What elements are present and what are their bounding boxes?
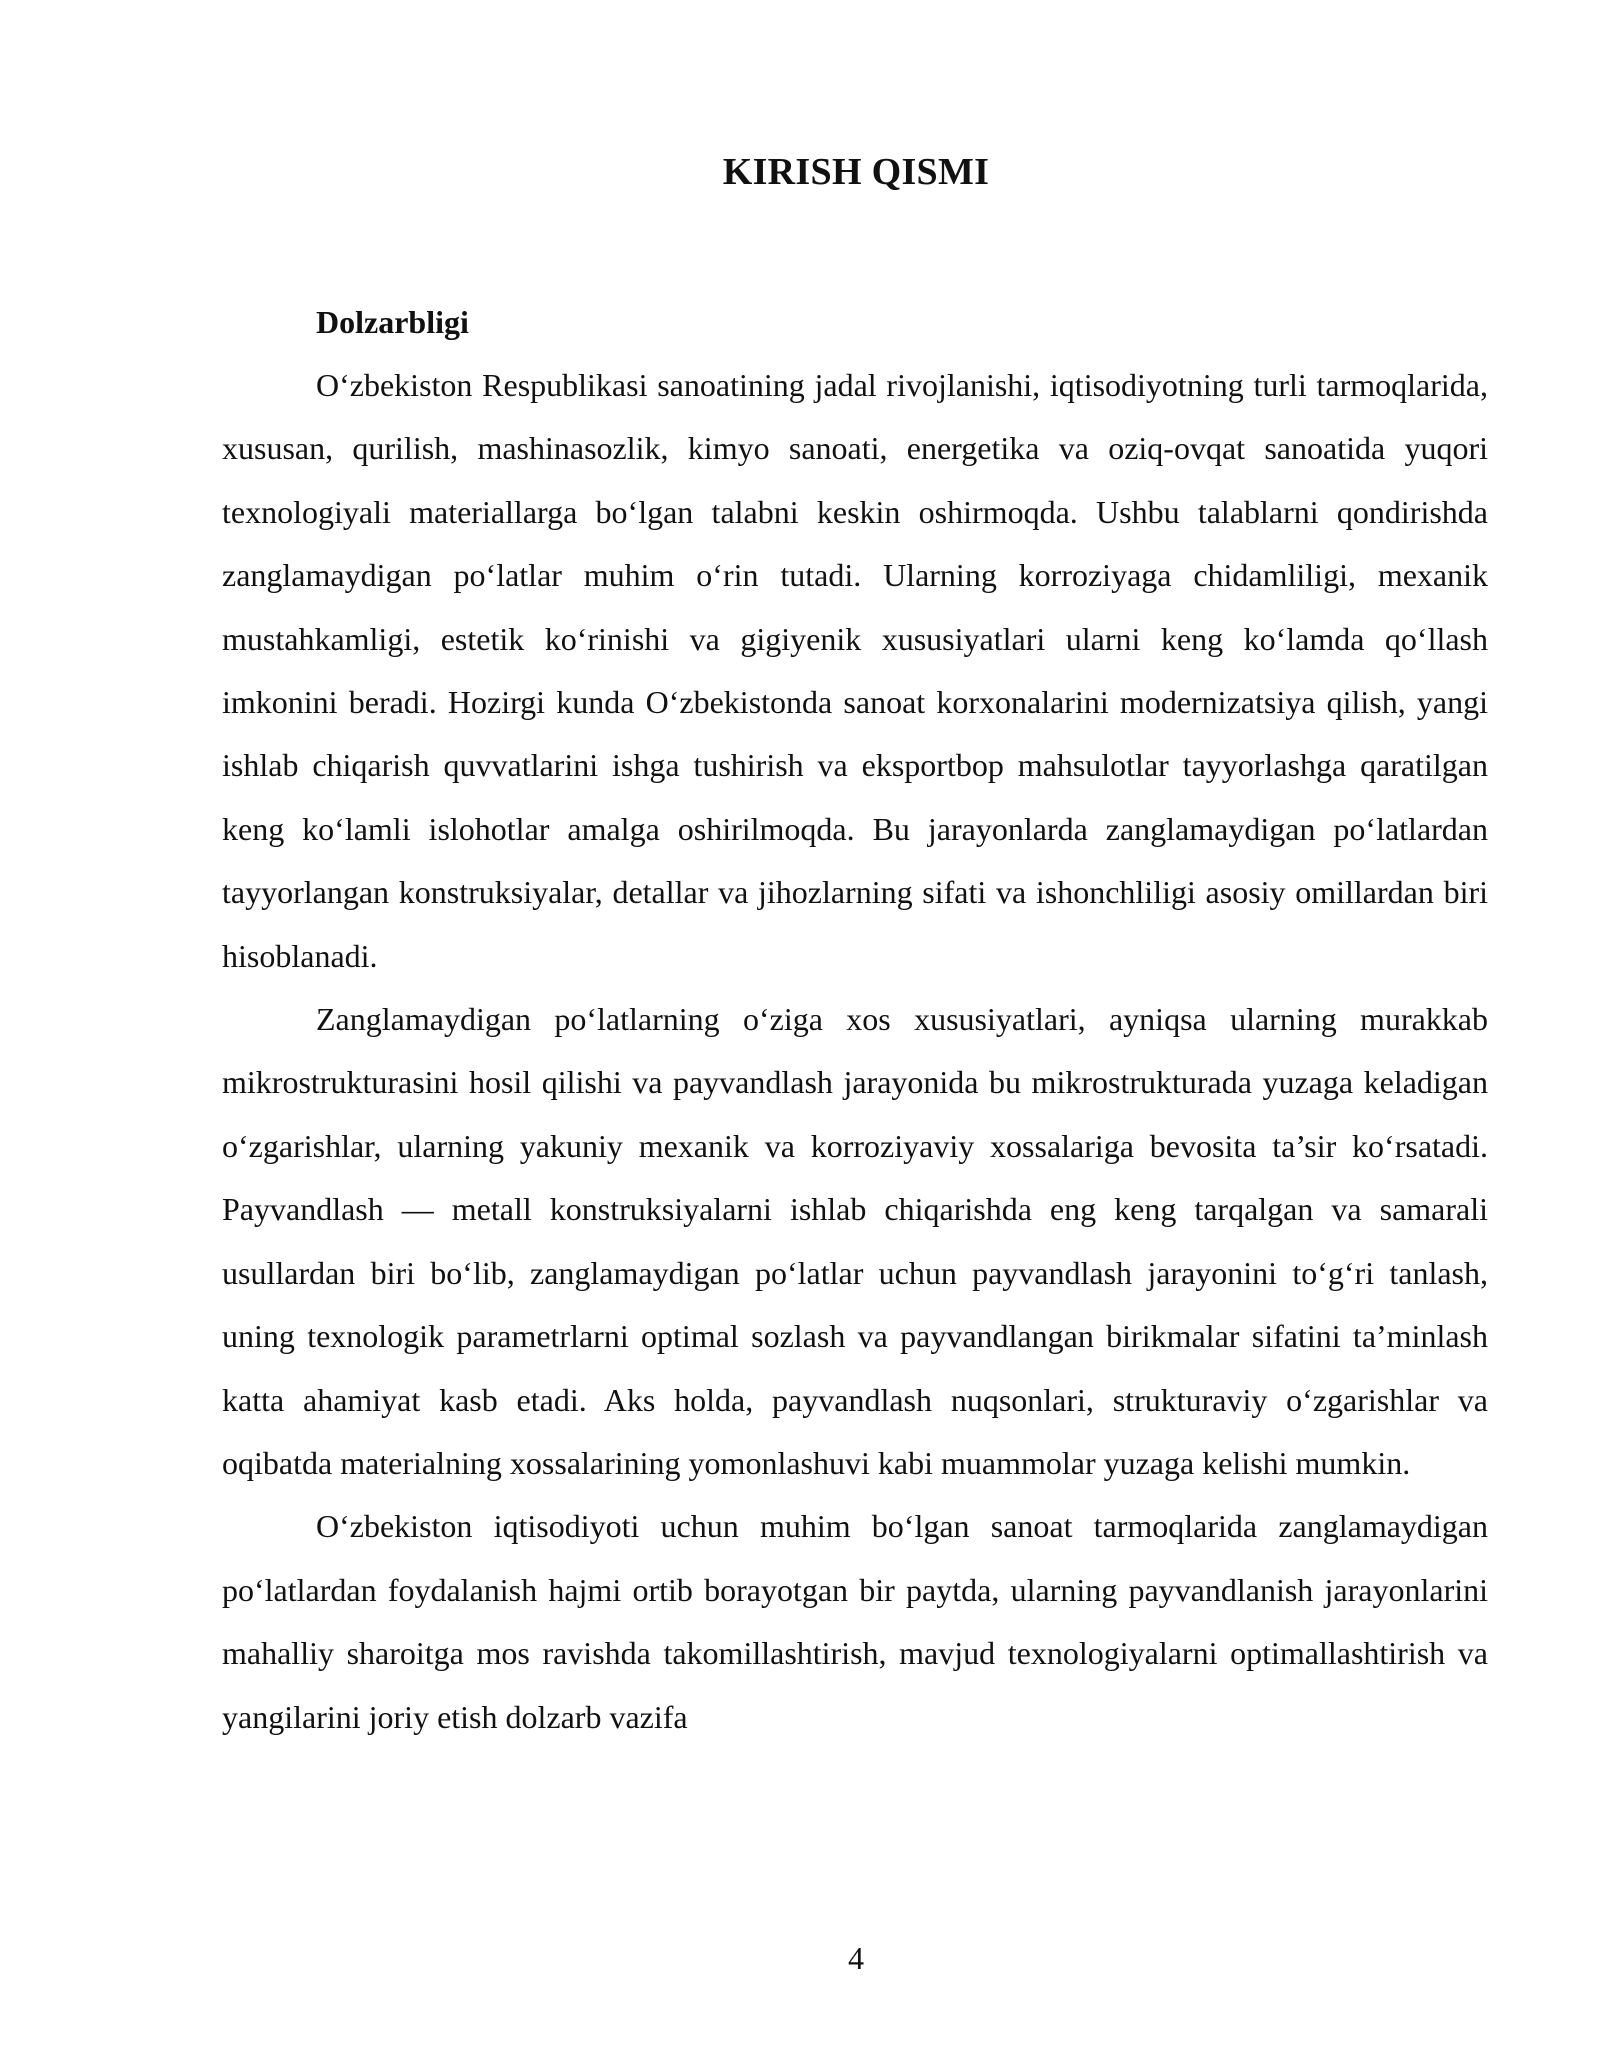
paragraph-3: O‘zbekiston iqtisodiyoti uchun muhim bo‘lgan sanoat tarmoqlarida zanglamaydigan po‘latlardan foydalanish hajmi ortib borayotgan bir paytda, ularning payvandlanish jarayonlarini mahalliy sharoitga mos ravishda takomillashtirish, mavjud texnologiyalarni optimallashtirish va yangilarini joriy etish dolzarb vazifa (222, 1508, 1488, 1735)
page-number: 4 (848, 1940, 864, 1976)
paragraph-1: O‘zbekiston Respublikasi sanoatining jadal rivojlanishi, iqtisodiyotning turli tarmoqlarida, xususan, qurilish, mashinasozlik, kimyo sanoati, energetika va oziq-ovqat sanoatida yuqori texnologiyali materiallarga bo‘lgan talabni keskin oshirmoqda. Ushbu talablarni qondirishda zanglamaydigan po‘latlar muhim o‘rin tutadi. Ularning korroziyaga chidamliligi, mexanik mustahkamligi, estetik ko‘rinishi va gigiyenik xususiyatlari ularni keng ko‘lamda qo‘llash imkonini beradi. Hozirgi kunda O‘zbekistonda sanoat korxonalarini modernizatsiya qilish, yangi ishlab chiqarish quvvatlarini ishga tushirish va eksportbop mahsulotlar tayyorlashga qaratilgan keng ko‘lamli islohotlar amalga oshirilmoqda. Bu jarayonlarda zanglamaydigan po‘latlardan tayyorlangan konstruksiyalar, detallar va jihozlarning sifati va ishonchliligi asosiy omillardan biri hisoblanadi. (222, 367, 1488, 974)
page-title: KIRISH QISMI (722, 151, 990, 193)
section-heading: Dolzarbligi (316, 304, 469, 340)
paragraph-2: Zanglamaydigan po‘latlarning o‘ziga xos xususiyatlari, ayniqsa ularning murakkab mikrostrukturasini hosil qilishi va payvandlash jarayonida bu mikrostrukturada yuzaga keladigan o‘zgarishlar, ularning yakuniy mexanik va korroziyaviy xossalariga bevosita ta’sir ko‘rsatadi. Payvandlash — metall konstruksiyalarni ishlab chiqarishda eng keng tarqalgan va samarali usullardan biri bo‘lib, zanglamaydigan po‘latlar uchun payvandlash jarayonini to‘g‘ri tanlash, uning texnologik parametrlarni optimal sozlash va payvandlangan birikmalar sifatini ta’minlash katta ahamiyat kasb etadi. Aks holda, payvandlash nuqsonlari, strukturaviy o‘zgarishlar va oqibatda materialning xossalarining yomonlashuvi kabi muammolar yuzaga kelishi mumkin. (222, 1001, 1488, 1481)
document-body (222, 290, 1488, 1749)
